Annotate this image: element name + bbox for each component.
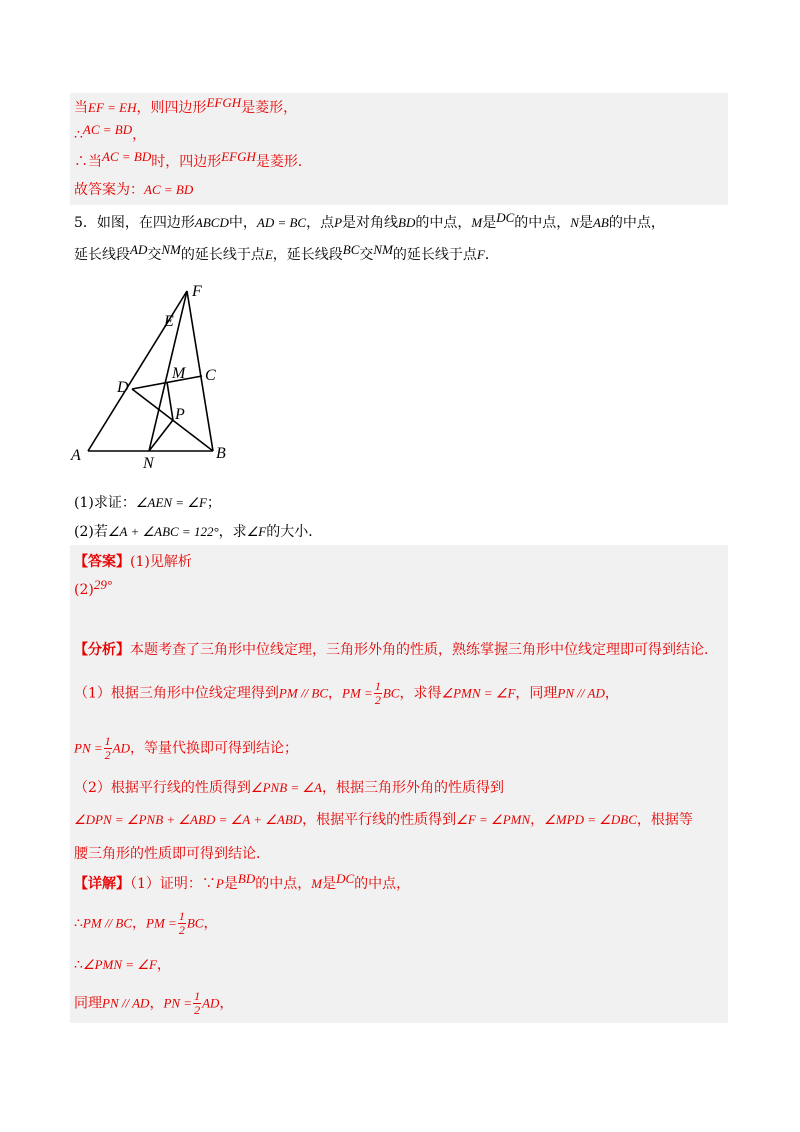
text: ，根据等 bbox=[636, 812, 693, 828]
label-M: M bbox=[172, 365, 186, 382]
math-expr: ∠A + ∠ABC = 122° bbox=[107, 524, 219, 539]
text: ； bbox=[206, 495, 221, 511]
fraction bbox=[374, 680, 382, 707]
therefore-symbol: ∴ bbox=[74, 127, 83, 143]
text: 是对角线 bbox=[342, 215, 399, 231]
label-N: N bbox=[143, 455, 154, 472]
math-expr: AD bbox=[202, 995, 220, 1011]
text: （1）证明：∵ bbox=[130, 876, 216, 892]
text: ，求 bbox=[218, 524, 247, 540]
math-expr: ∠AEN = ∠F bbox=[135, 495, 207, 510]
label-A: A bbox=[71, 447, 81, 464]
math-expr: PN = bbox=[163, 995, 193, 1011]
prev-line-3 bbox=[74, 149, 312, 172]
denominator: 2 bbox=[194, 1003, 201, 1017]
text: 中， bbox=[228, 215, 257, 231]
text: 的中点， bbox=[608, 215, 665, 231]
text: 的中点， bbox=[255, 876, 312, 892]
text: （2）根据平行线的性质得到 bbox=[74, 780, 251, 796]
text: 的中点， bbox=[415, 215, 472, 231]
detail-line-4 bbox=[74, 990, 233, 1017]
math-expr: DC bbox=[336, 871, 355, 886]
math-expr: AC = BD bbox=[102, 149, 152, 164]
math-expr: EF = EH bbox=[88, 100, 137, 115]
math-expr: PN = bbox=[74, 740, 103, 756]
answer-line-1 bbox=[74, 552, 192, 572]
math-expr: ∠F bbox=[246, 524, 267, 539]
math-expr: NM bbox=[373, 242, 393, 257]
text: 是 bbox=[482, 215, 497, 231]
numerator: 1 bbox=[104, 734, 111, 748]
text: (1)见解析 bbox=[130, 554, 192, 570]
text: ，根据三角形外角的性质得到 bbox=[322, 780, 504, 796]
math-expr: PM = bbox=[146, 915, 177, 931]
prev-line-1 bbox=[74, 95, 298, 118]
math-expr: AD = BC bbox=[256, 215, 307, 230]
problem-number: 5． bbox=[74, 215, 97, 231]
math-expr: ∠F = ∠PMN bbox=[456, 812, 531, 827]
label-P: P bbox=[175, 406, 185, 423]
denominator: 2 bbox=[374, 693, 381, 707]
text: 的大小． bbox=[266, 524, 323, 540]
therefore-symbol: ∴ bbox=[74, 915, 83, 932]
math-expr: BC bbox=[186, 915, 204, 931]
analysis-tag: 【分析】 bbox=[74, 642, 130, 658]
detail-line-3 bbox=[74, 955, 171, 975]
math-expr: BD bbox=[237, 871, 256, 886]
math-expr: AD bbox=[112, 740, 130, 756]
math-expr: NM bbox=[161, 242, 181, 257]
text: 的延长线于点 bbox=[180, 247, 265, 263]
text: 同理 bbox=[74, 995, 102, 1012]
text: 的中点， bbox=[514, 215, 571, 231]
math-expr: BD bbox=[398, 215, 416, 230]
fraction bbox=[104, 735, 112, 762]
math-expr: ∠PMN = ∠F bbox=[441, 685, 516, 701]
math-expr: P bbox=[215, 876, 224, 891]
label-E: E bbox=[164, 313, 174, 330]
prev-line-2 bbox=[74, 122, 147, 145]
text: ， bbox=[328, 685, 343, 702]
math-expr: AD bbox=[130, 242, 148, 257]
analysis-line-3 bbox=[74, 735, 298, 762]
text: ，则四边形 bbox=[136, 100, 207, 116]
text: ，求得 bbox=[399, 685, 442, 702]
text: 的中点， bbox=[354, 876, 411, 892]
math-expr: 29° bbox=[93, 577, 113, 592]
text: 是 bbox=[578, 215, 593, 231]
math-expr: BC bbox=[382, 685, 400, 701]
label-D: D bbox=[117, 379, 129, 396]
text: ， bbox=[203, 915, 218, 932]
text: ， bbox=[604, 685, 619, 702]
math-expr: ∠PNB = ∠A bbox=[250, 780, 322, 795]
text: ，根据平行线的性质得到 bbox=[302, 812, 457, 828]
math-expr: AB bbox=[592, 215, 609, 230]
text: 是菱形， bbox=[241, 100, 298, 116]
text: ，同理 bbox=[515, 685, 558, 702]
text: 时，四边形 bbox=[151, 154, 222, 170]
numerator: 1 bbox=[194, 989, 201, 1003]
math-expr: EFGH bbox=[206, 95, 242, 110]
math-expr: PN // AD bbox=[557, 685, 605, 701]
text: 如图，在四边形 bbox=[96, 215, 195, 231]
fraction bbox=[193, 990, 201, 1017]
text: 本题考查了三角形中位线定理，三角形外角的性质，熟练掌握三角形中位线定理即可得到结论． bbox=[130, 642, 718, 658]
text: (2)若 bbox=[74, 524, 108, 540]
detail-line-2 bbox=[74, 910, 217, 937]
text: （1）根据三角形中位线定理得到 bbox=[74, 685, 279, 702]
denominator: 2 bbox=[104, 748, 111, 762]
math-expr: ABCD bbox=[194, 215, 229, 230]
math-expr: ∠MPD = ∠DBC bbox=[544, 812, 637, 827]
text: ，点 bbox=[306, 215, 335, 231]
text: 腰三角形的性质即可得到结论． bbox=[74, 846, 270, 862]
text: ， bbox=[132, 915, 147, 932]
text: ， bbox=[132, 127, 147, 143]
detail-line-1 bbox=[74, 871, 411, 894]
text: 是 bbox=[322, 876, 337, 892]
text: ． bbox=[484, 247, 499, 263]
math-expr: PN // AD bbox=[102, 995, 150, 1011]
label-C: C bbox=[205, 367, 216, 384]
denominator: 2 bbox=[178, 923, 185, 937]
problem-line-2 bbox=[74, 242, 499, 265]
math-expr: AC = BD bbox=[82, 122, 133, 137]
answer-tag: 【答案】 bbox=[74, 554, 130, 570]
text: 延长线段 bbox=[74, 247, 130, 263]
geometry-figure bbox=[64, 278, 324, 478]
math-expr: M bbox=[311, 876, 323, 891]
math-expr: M bbox=[471, 215, 483, 230]
numerator: 1 bbox=[374, 679, 381, 693]
math-expr: EFGH bbox=[221, 149, 256, 164]
text: 交 bbox=[359, 247, 374, 263]
text: ∴当 bbox=[74, 154, 102, 170]
math-expr: AC = BD bbox=[144, 182, 194, 197]
text: 故答案为： bbox=[74, 182, 144, 198]
math-expr: BC bbox=[342, 242, 360, 257]
math-expr: PM // BC bbox=[82, 915, 133, 931]
text: 交 bbox=[147, 247, 162, 263]
text: (2) bbox=[74, 582, 94, 598]
text: (1)求证： bbox=[74, 495, 136, 511]
question-1 bbox=[74, 493, 221, 513]
prev-line-4 bbox=[74, 180, 193, 200]
therefore-symbol: ∴ bbox=[74, 957, 83, 973]
math-expr: F bbox=[476, 247, 485, 262]
fraction bbox=[178, 910, 186, 937]
analysis-line-4 bbox=[74, 778, 504, 798]
text: 的延长线于点 bbox=[392, 247, 477, 263]
numerator: 1 bbox=[178, 909, 185, 923]
label-B: B bbox=[216, 445, 226, 462]
text: ， bbox=[219, 995, 234, 1012]
text: ， bbox=[156, 957, 171, 973]
analysis-line-5 bbox=[74, 810, 693, 830]
math-expr: PM // BC bbox=[278, 685, 329, 701]
analysis-line-2 bbox=[74, 680, 619, 707]
answer-line-2 bbox=[74, 577, 113, 600]
text: 当 bbox=[74, 100, 88, 116]
text: 是菱形． bbox=[255, 154, 312, 170]
analysis-line-6 bbox=[74, 844, 270, 864]
segment-PM bbox=[167, 382, 173, 420]
question-2 bbox=[74, 522, 322, 542]
detail-tag: 【详解】 bbox=[74, 876, 130, 892]
problem-line-1 bbox=[74, 210, 665, 233]
text: ， bbox=[149, 995, 164, 1012]
math-expr: PM = bbox=[342, 685, 373, 701]
math-expr: ∠DPN = ∠PNB + ∠ABD = ∠A + ∠ABD bbox=[74, 812, 303, 827]
math-expr: DC bbox=[496, 210, 515, 225]
label-F: F bbox=[192, 283, 202, 300]
analysis-line-1 bbox=[74, 640, 718, 660]
text: ， bbox=[530, 812, 545, 828]
math-expr: ∠PMN = ∠F bbox=[82, 957, 157, 972]
math-expr: N bbox=[570, 215, 579, 230]
text: 是 bbox=[223, 876, 238, 892]
text: ，等量代换即可得到结论； bbox=[129, 740, 298, 757]
math-expr: P bbox=[334, 215, 343, 230]
text: ，延长线段 bbox=[272, 247, 343, 263]
math-expr: E bbox=[264, 247, 273, 262]
